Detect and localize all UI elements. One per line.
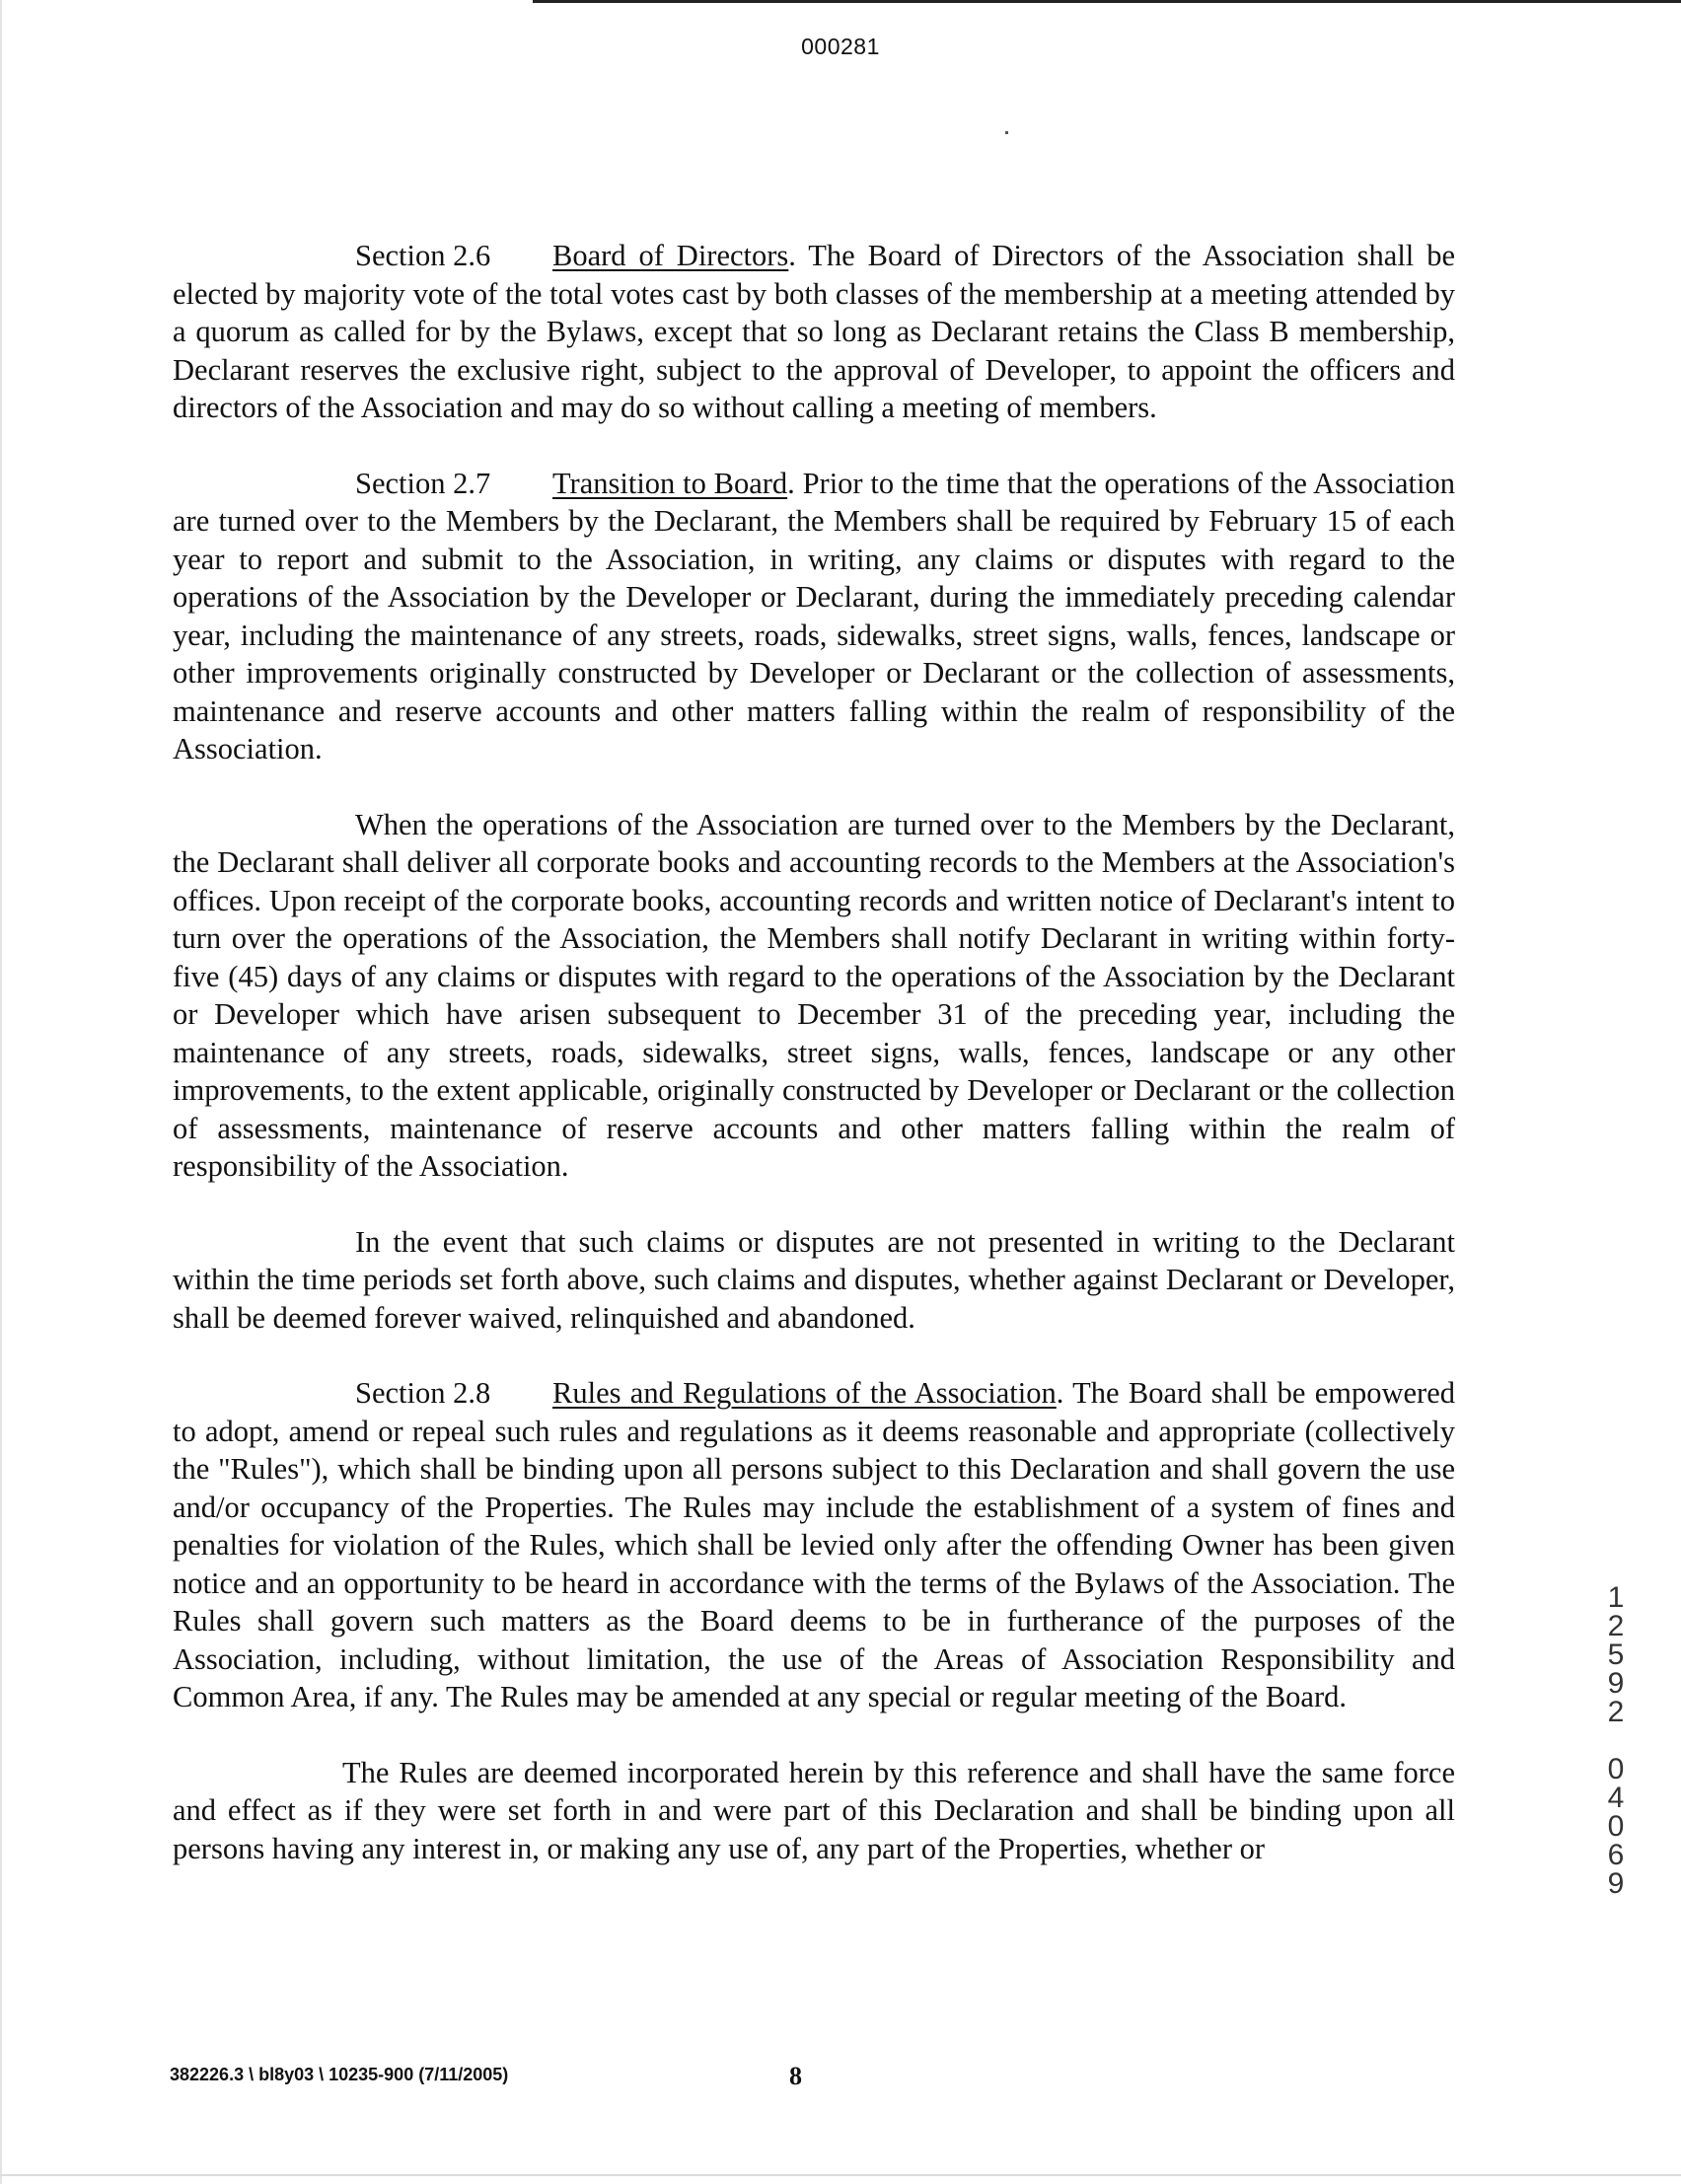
section-text: . The Board shall be empowered to adopt, amend or repeal such rules and regulations as it deems reasonable and appropriate (collectively the "Rules"), which shall be binding upon all persons subject to this Declaration and shall govern the use and/or occupancy of the Properties. The Rules may include the establishment of a system of fines and penalties for violation of the Rules, which shall be levied only after the offending Owner has been given notice and an opportunity to be heard in accordance with the terms of the Bylaws of the Association. The Rules shall govern such matters as the Board deems to be in furtherance of the purposes of the Association, including, without limitation, the use of the Areas of Association Responsibility and Common Area, if any. The Rules may be amended at any special or regular meeting of the Board. <box>173 1376 1455 1713</box>
document-number: 000281 <box>801 34 880 59</box>
footer-document-id: 382226.3 \ bl8y03 \ 10235-900 (7/11/2005) <box>170 2065 509 2084</box>
section-title: Board of Directors <box>552 239 789 272</box>
section-title: Rules and Regulations of the Association <box>552 1376 1057 1410</box>
paragraph-text: In the event that such claims or disputes are not presented in writing to the Declarant within the time periods set forth above, such claims and disputes, whether against Declarant or Developer, shall be deemed forever waived, relinquished and abandoned. <box>173 1224 1455 1335</box>
document-body <box>173 237 1455 1905</box>
paragraph-text: The Rules are deemed incorporated herein by this reference and shall have the same force and effect as if they were set forth in and were part of this Declaration and shall be binding upon all persons having any interest in, or making any use of, any part of the Properties, whether or <box>173 1755 1455 1865</box>
paragraph-turnover <box>173 806 1455 1186</box>
page-number: 8 <box>789 2062 802 2090</box>
scan-bottom-edge <box>0 2174 1681 2176</box>
section-2-8 <box>173 1374 1455 1716</box>
section-text: . The Board of Directors of the Association shall be elected by majority vote of the total votes cast by both classes of the membership at a meeting attended by a quorum as called for by the Bylaws, except that so long as Declarant retains the Class B membership, Declarant reserves the exclusive right, subject to the approval of Developer, to appoint the officers and directors of the Association and may do so without calling a meeting of members. <box>173 239 1455 424</box>
paragraph-text: When the operations of the Association are turned over to the Members by the Declarant, the Declarant shall deliver all corporate books and accounting records to the Members at the Association's offices. Upon receipt of the corporate books, accounting records and written notice of Declarant's intent to turn over the operations of the Association, the Members shall notify Declarant in writing within forty-five (45) days of any claims or disputes with regard to the operations of the Association by the Declarant or Developer which have arisen subsequent to December 31 of the preceding year, including the maintenance of any streets, roads, sidewalks, street signs, walls, fences, landscape or any other improvements, to the extent applicable, originally constructed by Developer or Declarant or the collection of assessments, maintenance of reserve accounts and other matters falling within the realm of responsibility of the Association. <box>173 807 1455 1183</box>
scan-left-edge <box>0 0 2 2184</box>
section-label: Section 2.6 <box>355 239 491 272</box>
section-2-7 <box>173 465 1455 768</box>
scan-speck <box>1005 131 1008 134</box>
section-title: Transition to Board <box>552 466 788 500</box>
paragraph-waiver <box>173 1223 1455 1338</box>
section-text: . Prior to the time that the operations of the Association are turned over to the Members by the Declarant, the Members shall be required by February 15 of each year to report and submit to the Association, in writing, any claims or disputes with regard to the operations of the Association by the Developer or Declarant, during the immediately preceding calendar year, including the maintenance of any streets, roads, sidewalks, street signs, walls, fences, landscape or other improvements originally constructed by Developer or Declarant or the collection of assessments, maintenance and reserve accounts and other matters falling within the realm of responsibility of the Association. <box>173 466 1455 765</box>
paragraph-rules-incorporated <box>173 1754 1455 1868</box>
section-label: Section 2.7 <box>355 466 491 500</box>
section-label: Section 2.8 <box>355 1376 491 1410</box>
scan-top-border <box>533 0 1681 3</box>
section-2-6 <box>173 237 1455 427</box>
side-recording-stamp: 1 2 5 9 2 0 4 0 6 9 <box>1607 1581 1625 1900</box>
